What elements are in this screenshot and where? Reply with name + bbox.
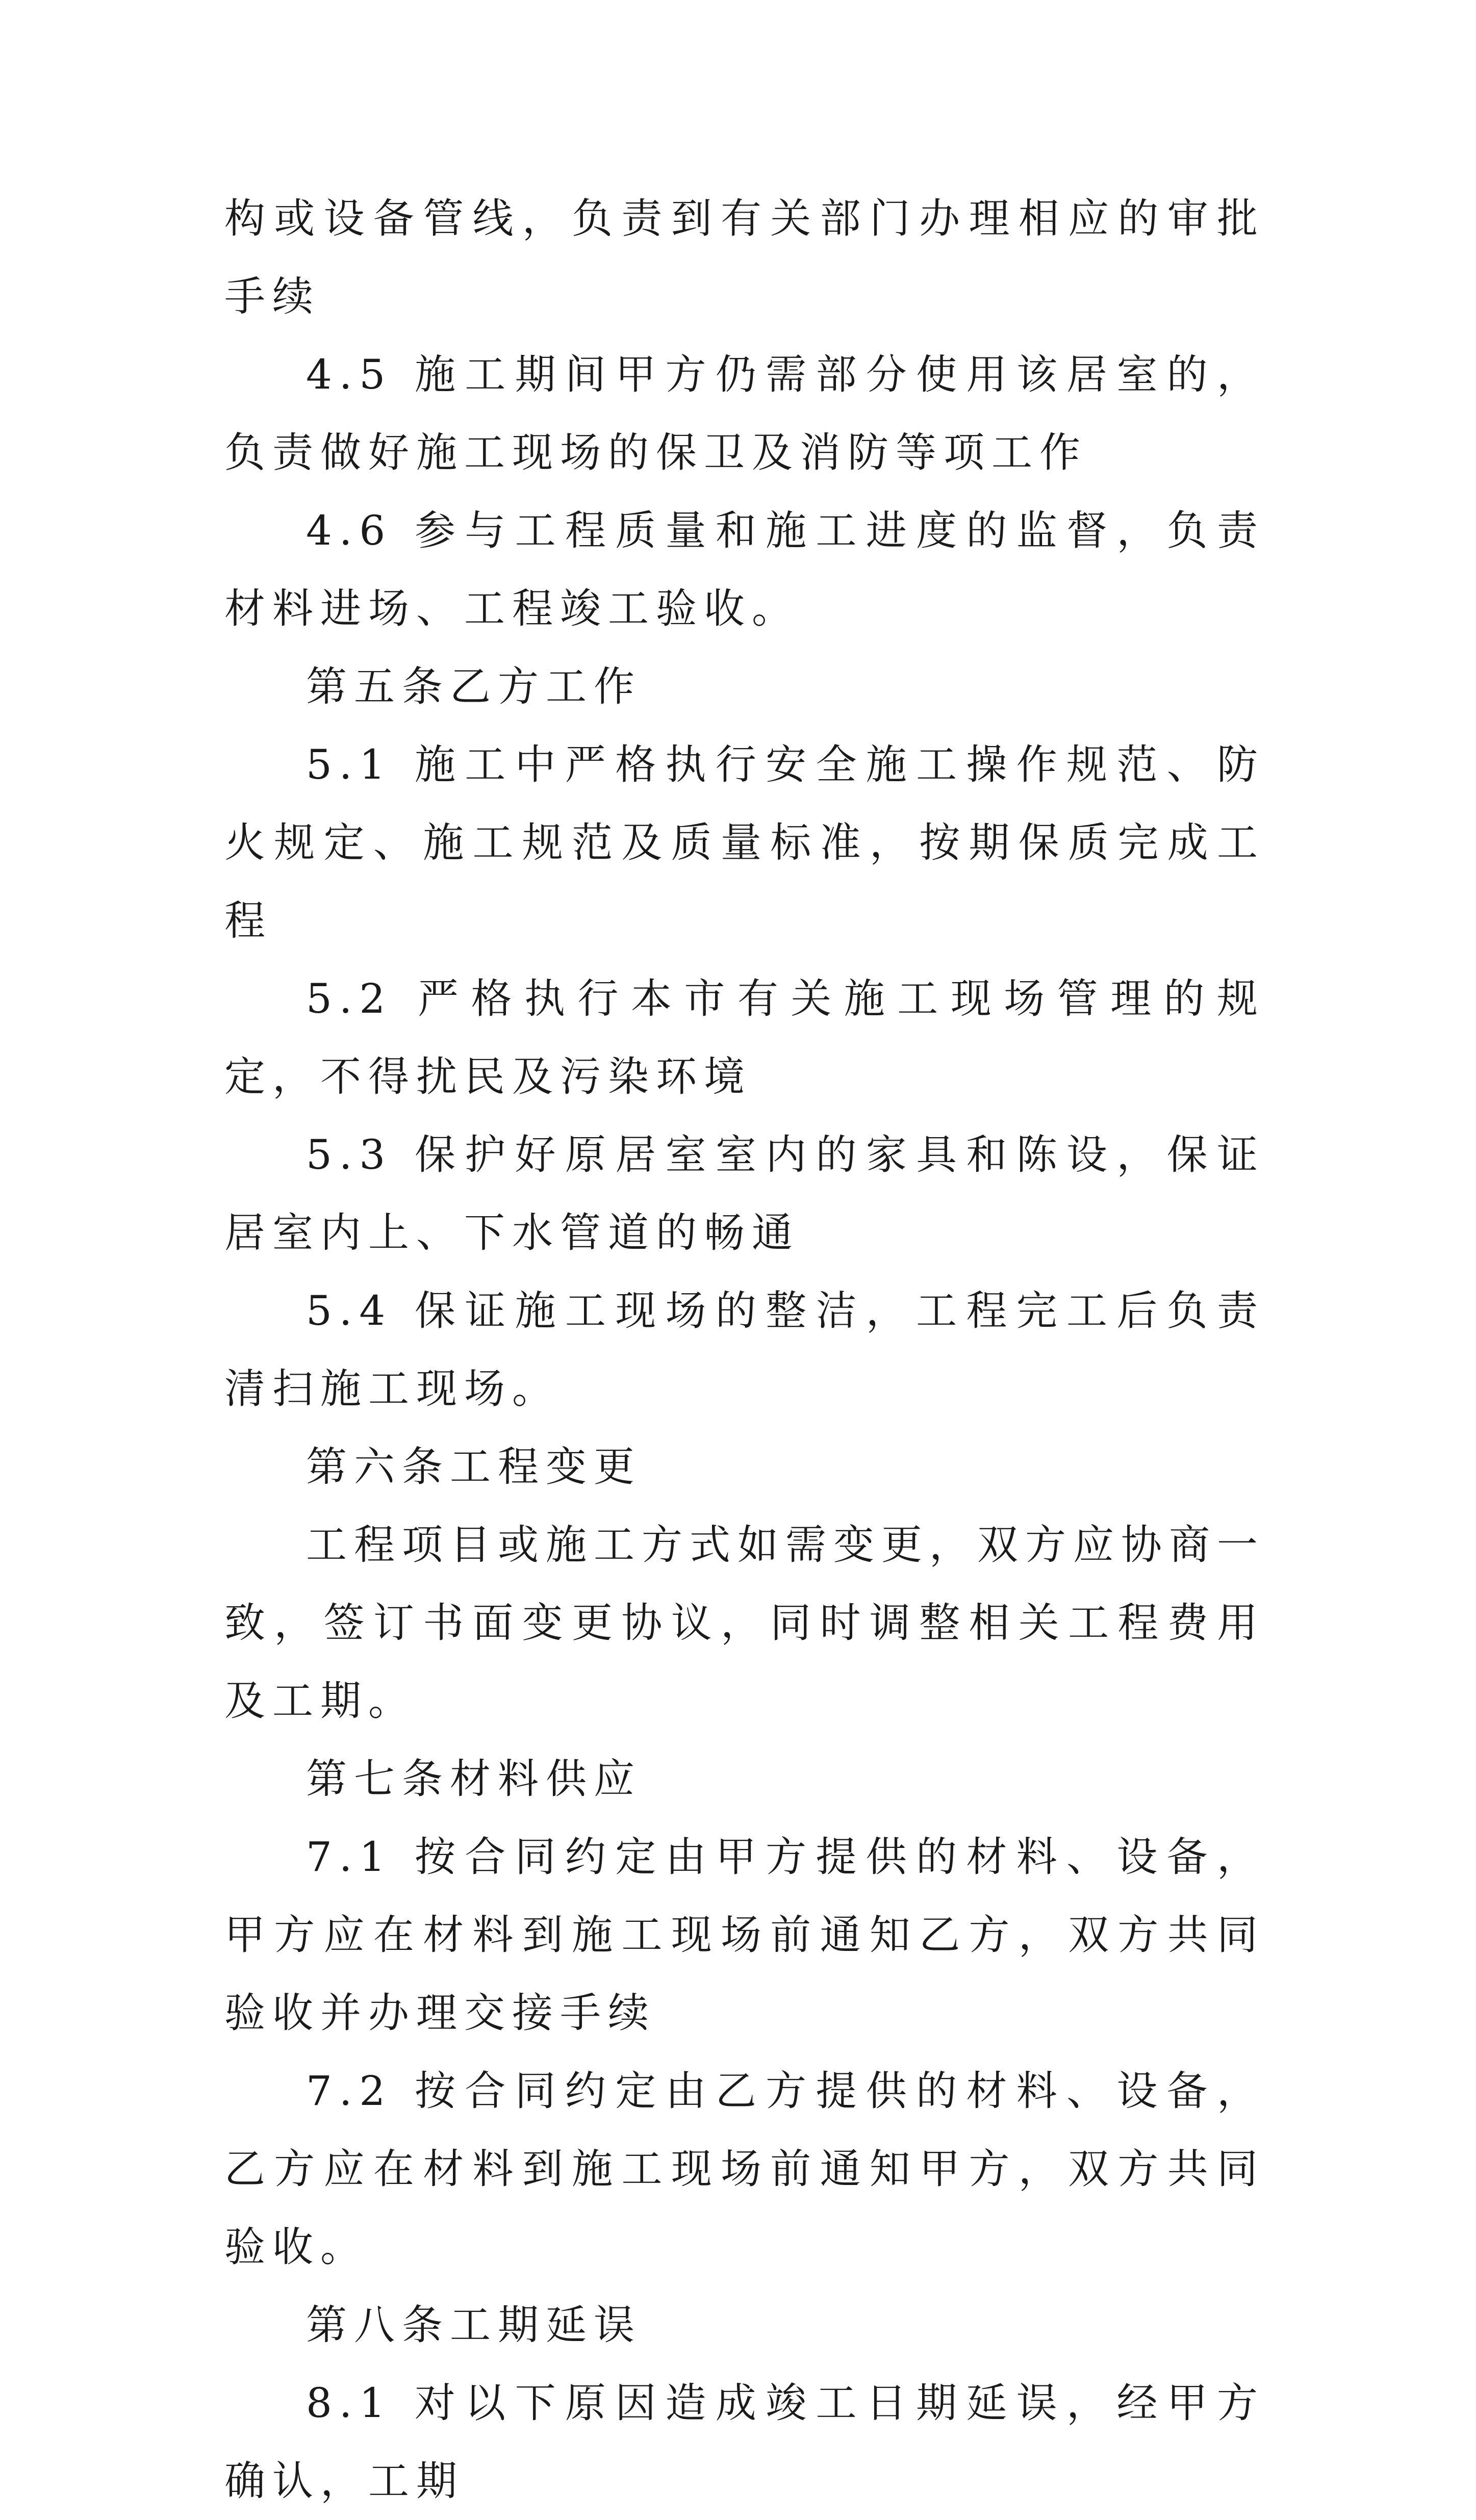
article-8-heading: 第八条工期延误	[306, 2301, 642, 2349]
clause-5-2: 5.2 严格执行本市有关施工现场管理的规定，不得扰民及污染环境	[224, 975, 1265, 1100]
clause-5-1: 5.1 施工中严格执行安全施工操作规范、防火规定、施工规范及质量标准，按期保质完成工程	[224, 741, 1265, 944]
clause-4-5: 4.5 施工期间甲方仍需部分使用该居室的，负责做好施工现场的保卫及消防等项工作	[224, 351, 1265, 476]
clause-7-2: 7.2 按合同约定由乙方提供的材料、设备，乙方应在材料到施工现场前通知甲方，双方共同验收。	[224, 2067, 1265, 2271]
clause-5-4: 5.4 保证施工现场的整洁，工程完工后负责清扫施工现场。	[224, 1287, 1265, 1412]
document-body	[224, 179, 1265, 2520]
clause-8-1: 8.1 对以下原因造成竣工日期延误，经甲方确认，工期	[224, 2379, 1265, 2505]
article-6-body: 工程项目或施工方式如需变更，双方应协商一致，签订书面变更协议，同时调整相关工程费用及工期。	[224, 1521, 1265, 1725]
clause-5-3: 5.3 保护好原居室室内的家具和陈设，保证居室内上、下水管道的畅通	[224, 1131, 1265, 1256]
article-6-heading: 第六条工程变更	[306, 1443, 642, 1490]
article-7-heading: 第七条材料供应	[306, 1755, 642, 1803]
clause-4-6: 4.6 参与工程质量和施工进度的监督，负责材料进场、工程竣工验收。	[224, 507, 1265, 632]
clause-7-1: 7.1 按合同约定由甲方提供的材料、设备，甲方应在材料到施工现场前通知乙方，双方共同验收并办理交接手续	[224, 1833, 1265, 2037]
article-5-heading: 第五条乙方工作	[306, 663, 642, 710]
paragraph-continuation: 构或设备管线，负责到有关部门办理相应的审批手续	[224, 195, 1265, 320]
